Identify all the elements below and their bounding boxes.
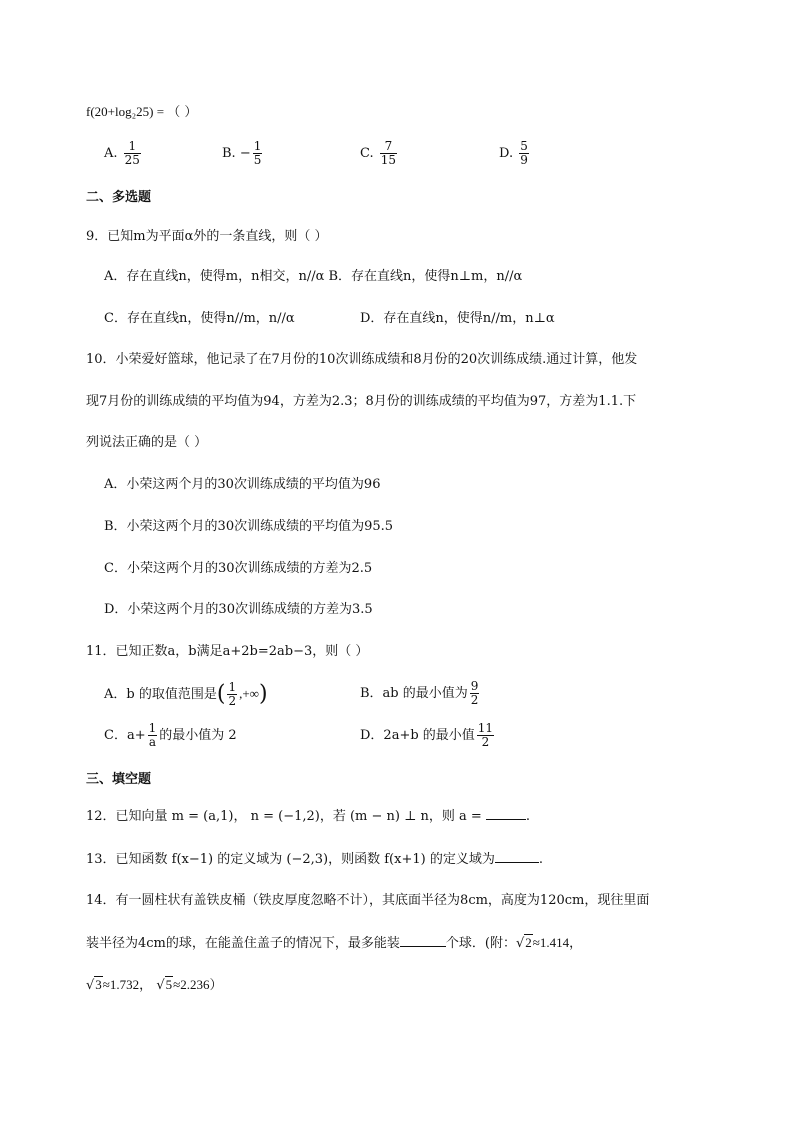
q8-option-c: C. $\frac{7}{15}$ [360, 139, 397, 167]
q9-options-ab: A．存在直线n，使得m，n相交，n//α B．存在直线n，使得n⊥m，n//α [104, 269, 523, 284]
q11-option-d: D．2a+b 的最小值 $\frac{11}{2}$ [360, 721, 494, 749]
q10-option-d: D．小荣这两个月的30次训练成绩的方差为3.5 [104, 602, 373, 617]
q11-option-a: A．b 的取值范围是( $\frac{1}{2}$ ,+∞) [104, 680, 268, 708]
q9-option-c: C．存在直线n，使得n//m，n//α [104, 311, 295, 326]
q14-line1: 14．有一圆柱状有盖铁皮桶（铁皮厚度忽略不计），其底面半径为8cm，高度为120cm，现往里面 [86, 893, 650, 908]
q14-answer-blank[interactable] [400, 946, 446, 947]
q10-option-c: C．小荣这两个月的30次训练成绩的方差为2.5 [104, 561, 373, 576]
q13-answer-blank[interactable] [495, 862, 539, 863]
q11-option-b: B．ab 的最小值为 $\frac{9}{2}$ [360, 679, 479, 707]
q14-line2: 装半径为4cm的球，在能盖住盖子的情况下，最多能装 个球．(附：√2≈1.414， [86, 935, 583, 951]
q10-stem-line3: 列说法正确的是（ ） [86, 435, 208, 450]
q10-option-b: B．小荣这两个月的30次训练成绩的平均值为95.5 [104, 519, 394, 534]
section-title-multi-choice: 二、多选题 [86, 190, 152, 205]
q10-stem-line1: 10．小荣爱好篮球，他记录了在7月份的10次训练成绩和8月份的20次训练成绩.通过计算，他发 [86, 352, 638, 367]
q14-line3: √3≈1.732， √5≈2.236） [86, 977, 223, 993]
q8-option-b: B. − $\frac{1}{5}$ [222, 139, 262, 167]
q13: 13．已知函数 f(x−1) 的定义域为 (−2,3)，则函数 f(x+1) 的定义域为 . [86, 852, 543, 867]
q11-stem: 11．已知正数a，b满足a+2b=2ab−3，则（ ） [86, 644, 369, 659]
q12: 12．已知向量 m = (a,1)， n = (−1,2)，若 (m − n) ⊥ n，则 a = . [86, 809, 531, 824]
q8-expression: f(20+log₂25) = （ ） [86, 104, 198, 120]
q10-stem-line2: 现7月份的训练成绩的平均值为94，方差为2.3；8月份的训练成绩的平均值为97，方差为1.1.下 [86, 394, 637, 409]
section-title-fill-blank: 三、填空题 [86, 772, 152, 787]
q9-stem: 9．已知m为平面α外的一条直线，则（ ） [86, 229, 328, 244]
q12-answer-blank[interactable] [486, 819, 526, 820]
q8-option-a: A. $\frac{1}{25}$ [104, 139, 140, 167]
q11-option-c: C．a+ $\frac{1}{a}$ 的最小值为 2 [104, 721, 237, 749]
q9-option-d: D．存在直线n，使得n//m，n⊥α [360, 311, 555, 326]
q10-option-a: A．小荣这两个月的30次训练成绩的平均值为96 [104, 477, 381, 492]
q8-option-d: D. $\frac{5}{9}$ [499, 139, 528, 167]
